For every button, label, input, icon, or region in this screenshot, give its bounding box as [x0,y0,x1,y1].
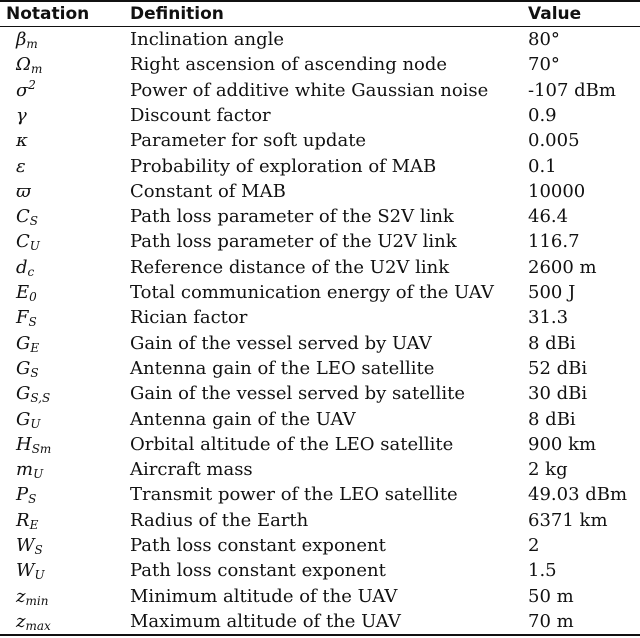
definition-cell: Power of additive white Gaussian noise [130,79,489,101]
value-cell: 2600 m [528,256,597,278]
notation-cell [16,78,36,104]
notation-subscript: c [27,264,35,279]
notation-cell [16,154,26,180]
notation-symbol: ϖ [16,180,31,202]
table-row [0,128,640,154]
notation-cell [16,407,41,433]
definition-cell: Path loss parameter of the U2V link [130,231,457,253]
notation-symbol: m [16,459,34,481]
value-cell: 31.3 [528,307,569,329]
table-row [0,280,640,306]
definition-cell: Path loss parameter of the S2V link [130,206,454,228]
definition-cell: Gain of the vessel served by UAV [130,332,432,354]
notation-cell [16,179,31,205]
definition-cell: Path loss constant exponent [130,560,386,582]
table-row [0,457,640,483]
notation-cell [16,584,48,610]
table-row [0,27,640,53]
table-row [0,78,640,104]
table-row [0,482,640,508]
notation-cell [16,508,38,534]
notation-subscript: m [30,62,43,77]
header-notation: Notation [6,4,90,24]
value-cell: 8 dBi [528,332,576,354]
notation-cell [16,533,43,559]
value-cell: 2 [528,535,540,556]
notation-subscript: S,S [30,391,51,406]
value-cell: 8 dBi [528,408,576,430]
definition-cell: Radius of the Earth [130,509,309,531]
notation-subscript: U [29,239,40,254]
value-cell: 2 kg [528,459,568,481]
value-cell: 1.5 [528,560,557,582]
notation-cell [16,229,40,255]
notation-symbol: E [16,282,30,303]
notation-symbol: Ω [16,54,31,76]
table-row [0,52,640,78]
table-row [0,103,640,129]
value-cell: 49.03 dBm [528,484,628,506]
definition-cell: Probability of exploration of MAB [130,155,437,177]
definition-cell: Antenna gain of the LEO satellite [130,357,435,379]
table-row [0,584,640,610]
notation-symbol: W [16,560,35,582]
notation-subscript: E [30,340,40,355]
definition-cell: Discount factor [130,104,271,126]
definition-cell: Rician factor [130,307,248,329]
table-row [0,432,640,458]
notation-superscript: 2 [28,77,36,92]
notation-symbol: F [16,307,29,329]
notation-subscript: min [25,593,49,608]
notation-cell [16,457,43,483]
notation-symbol: G [16,383,31,405]
definition-cell: Maximum altitude of the UAV [130,610,401,632]
notation-symbol: z [16,585,26,607]
table-row [0,305,640,331]
table-row [0,508,640,534]
notation-subscript: S [34,543,43,557]
table-row [0,179,640,205]
table-row [0,558,640,584]
value-cell: 70° [528,54,560,76]
definition-cell: Inclination angle [130,29,285,50]
notation-cell [16,558,45,584]
table-row [0,229,640,255]
header-row [0,2,640,28]
table-row [0,381,640,407]
table-row [0,356,640,382]
notation-symbol: σ [16,79,29,101]
notation-cell [16,128,28,154]
notation-subscript: U [34,568,45,583]
notation-subscript: U [33,467,44,482]
table-row [0,533,640,559]
notation-symbol: d [16,256,28,278]
notation-symbol: G [16,332,31,354]
table-row [0,204,640,230]
notation-cell [16,52,42,78]
value-cell: 900 km [528,433,597,455]
notation-cell [16,609,51,635]
value-cell: 50 m [528,585,574,607]
value-cell: 6371 km [528,509,608,531]
definition-cell: Constant of MAB [130,180,286,202]
notation-symbol: κ [16,130,28,152]
notation-subscript: U [30,416,41,431]
table-row [0,331,640,357]
definition-cell: Path loss constant exponent [130,535,386,556]
notation-cell [16,432,51,458]
bottom-rule [0,634,640,636]
notation-symbol: G [16,408,31,430]
value-cell: 30 dBi [528,383,588,405]
value-cell: 10000 [528,180,586,202]
definition-cell: Antenna gain of the UAV [130,408,356,430]
notation-symbol: H [16,433,32,455]
notation-cell [16,381,50,407]
notation-cell [16,331,39,357]
notation-symbol: ε [16,155,26,177]
value-cell: 70 m [528,610,574,632]
header-definition: Definition [130,4,224,24]
table-row [0,609,640,635]
notation-subscript: m [26,37,38,51]
table-row [0,154,640,180]
value-cell: 0.005 [528,130,580,152]
notation-symbol: β [16,29,27,50]
notation-symbol: W [16,535,35,556]
value-cell: 80° [528,29,560,50]
definition-cell: Transmit power of the LEO satellite [130,484,458,506]
notation-cell [16,280,37,306]
value-cell: 0.9 [528,104,557,126]
value-cell: 0.1 [528,155,557,177]
notation-cell [16,255,34,281]
notation-subscript: max [25,618,51,633]
notation-symbol: G [16,357,31,379]
notation-subscript: S [28,492,37,507]
value-cell: 500 J [528,282,576,303]
notation-subscript: S [29,214,39,229]
value-cell: 46.4 [528,206,569,228]
notation-cell [16,103,27,129]
notation-cell [16,482,36,508]
notation-symbol: γ [16,104,27,126]
value-cell: 116.7 [528,231,580,253]
notation-subscript: E [29,517,39,532]
definition-cell: Right ascension of ascending node [130,54,448,76]
notation-cell [16,356,39,382]
definition-cell: Gain of the vessel served by satellite [130,383,466,405]
value-cell: 52 dBi [528,357,588,379]
notation-subscript: S [30,365,39,380]
table-row [0,407,640,433]
notation-cell [16,305,37,331]
notation-symbol: C [16,206,30,228]
definition-cell: Minimum altitude of the UAV [130,585,398,607]
value-cell: -107 dBm [528,79,616,101]
notation-subscript: Sm [31,441,52,456]
notation-subscript: S [28,315,37,330]
notation-symbol: R [16,509,30,531]
table-row [0,255,640,281]
definition-cell: Aircraft mass [130,459,253,481]
definition-cell: Reference distance of the U2V link [130,256,450,278]
definition-cell: Parameter for soft update [130,130,367,152]
notation-cell [16,204,38,230]
notation-subscript: 0 [29,290,37,304]
notation-symbol: z [16,610,26,632]
notation-symbol: P [16,484,29,506]
notation-cell [16,27,38,53]
header-value: Value [528,4,582,24]
definition-cell: Orbital altitude of the LEO satellite [130,433,454,455]
definition-cell: Total communication energy of the UAV [130,282,494,303]
notation-symbol: C [16,231,30,253]
